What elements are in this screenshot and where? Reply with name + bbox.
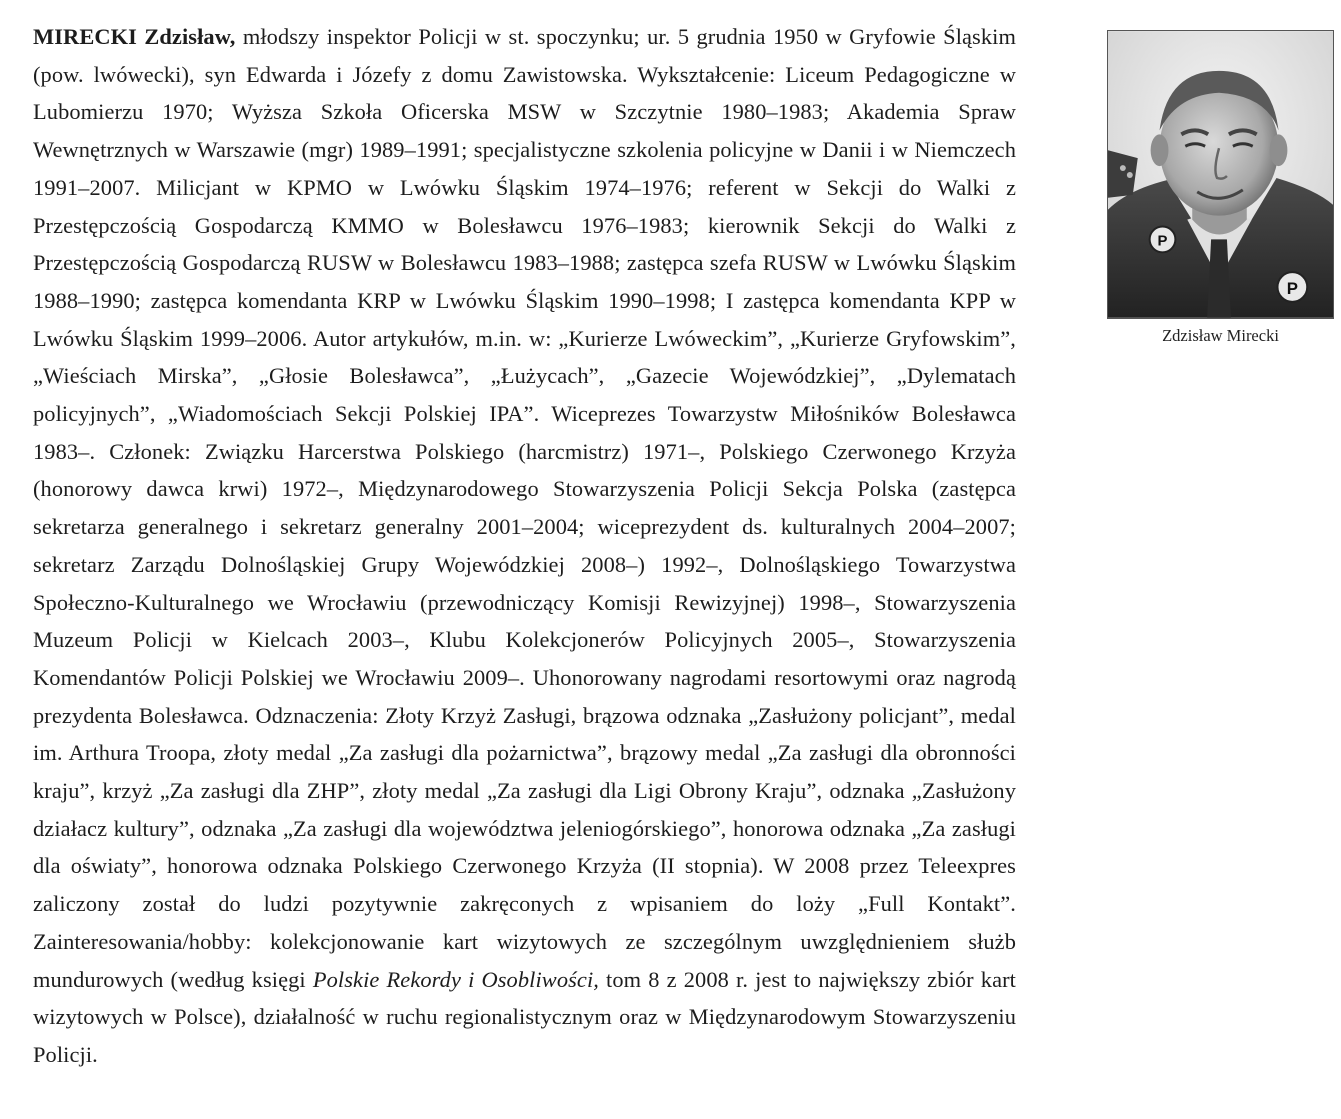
collar-badge-left	[1150, 227, 1176, 253]
entry-text-part2: tom 8 z 2008 r. jest to największy zbiór kart wizytowych w Polsce), działalność w ruchu regionalistycznym oraz w Międzynarodowym Stowarzyszeniu Policji.	[33, 966, 1016, 1067]
entry-name: MIRECKI Zdzisław,	[33, 24, 236, 49]
portrait-illustration	[1108, 31, 1333, 318]
collar-badge-right	[1277, 272, 1307, 302]
book-title: Polskie Rekordy i Osobliwości,	[312, 966, 599, 992]
entry-text-part1: młodszy inspektor Policji w st. spoczynku; ur. 5 grudnia 1950 w Gryfowie Śląskim (pow. lwówecki), syn Edwarda i Józefy z domu Zawistowska. Wykształcenie: Liceum Pedagogiczne w Lubomierzu 1970; Wyższa Szkoła Oficerska MSW w Szczytnie 1980–1983; Akademia Spraw Wewnętrznych w Warszawie (mgr) 1989–1991; specjalistyczne szkolenia policyjne w Danii i w Niemczech 1991–2007. Milicjant w KPMO w Lwówku Śląskim 1974–1976; referent w Sekcji do Walki z Przestępczością Gospodarczą KMMO w Bolesławcu 1976–1983; kierownik Sekcji do Walki z Przestępczością Gospodarczą RUSW w Bolesławcu 1983–1988; zastępca szefa RUSW w Lwówku Śląskim 1988–1990; zastępca komendanta KRP w Lwówku Śląskim 1990–1998; I zastępca komendanta KPP w Lwówku Śląskim 1999–2006. Autor artykułów, m.in. w: „Kurierze Lwóweckim”, „Kurierze Gryfowskim”, „Wieściach Mirska”, „Głosie Bolesławca”, „Łużycach”, „Gazecie Wojewódzkiej”, „Dylematach policyjnych”, „Wiadomościach Sekcji Polskiej IPA”. Wiceprezes Towarzystw Miłośników Bolesławca 1983–. Członek: Związku Harcerstwa Polskiego (harcmistrz) 1971–, Polskiego Czerwonego Krzyża (honorowy dawca krwi) 1972–, Międzynarodowego Stowarzyszenia Policji Sekcja Polska (zastępca sekretarza generalnego i sekretarz generalny 2001–2004; wiceprezydent ds. kulturalnych 2004–2007; sekretarz Zarządu Dolnośląskiej Grupy Wojewódzkiej 2008–) 1992–, Dolnośląskiego Towarzystwa Społeczno-Kulturalnego we Wrocławiu (przewodniczący Komisji Rewizyjnej) 1998–, Stowarzyszenia Muzeum Policji w Kielcach 2003–, Klubu Kolekcjonerów Policyjnych 2005–, Stowarzyszenia Komendantów Policji Polskiej we Wrocławiu 2009–. Uhonorowany nagrodami resortowymi oraz nagrodą prezydenta Bolesławca. Odznaczenia: Złoty Krzyż Zasługi, brązowa odznaka „Zasłużony policjant”, medal im. Arthura Troopa, złoty medal „Za zasługi dla pożarnictwa”, brązowy medal „Za zasługi dla obronności kraju”, krzyż „Za zasługi dla ZHP”, złoty medal „Za zasługi dla Ligi Obrony Kraju”, odznaka „Zasłużony działacz kultury”, odznaka „Za zasługi dla województwa jeleniogórskiego”, honorowa odznaka „Za zasługi dla oświaty”, honorowa odznaka Polskiego Czerwonego Krzyża (II stopnia). W 2008 przez Teleexpres zaliczony został do ludzi pozytywnie zakręconych z wpisaniem do loży „Full Kontakt”. Zainteresowania/hobby: kolekcjonowanie kart wizytowych ze szczególnym uwzględnieniem służb mundurowych (według księgi	[33, 24, 1016, 992]
portrait-photo	[1107, 30, 1334, 319]
biography-entry	[33, 18, 1016, 1074]
badge-letter-right: P	[1286, 278, 1298, 298]
photo-caption: Zdzisław Mirecki	[1162, 326, 1279, 345]
badge-letter-left: P	[1157, 233, 1168, 250]
